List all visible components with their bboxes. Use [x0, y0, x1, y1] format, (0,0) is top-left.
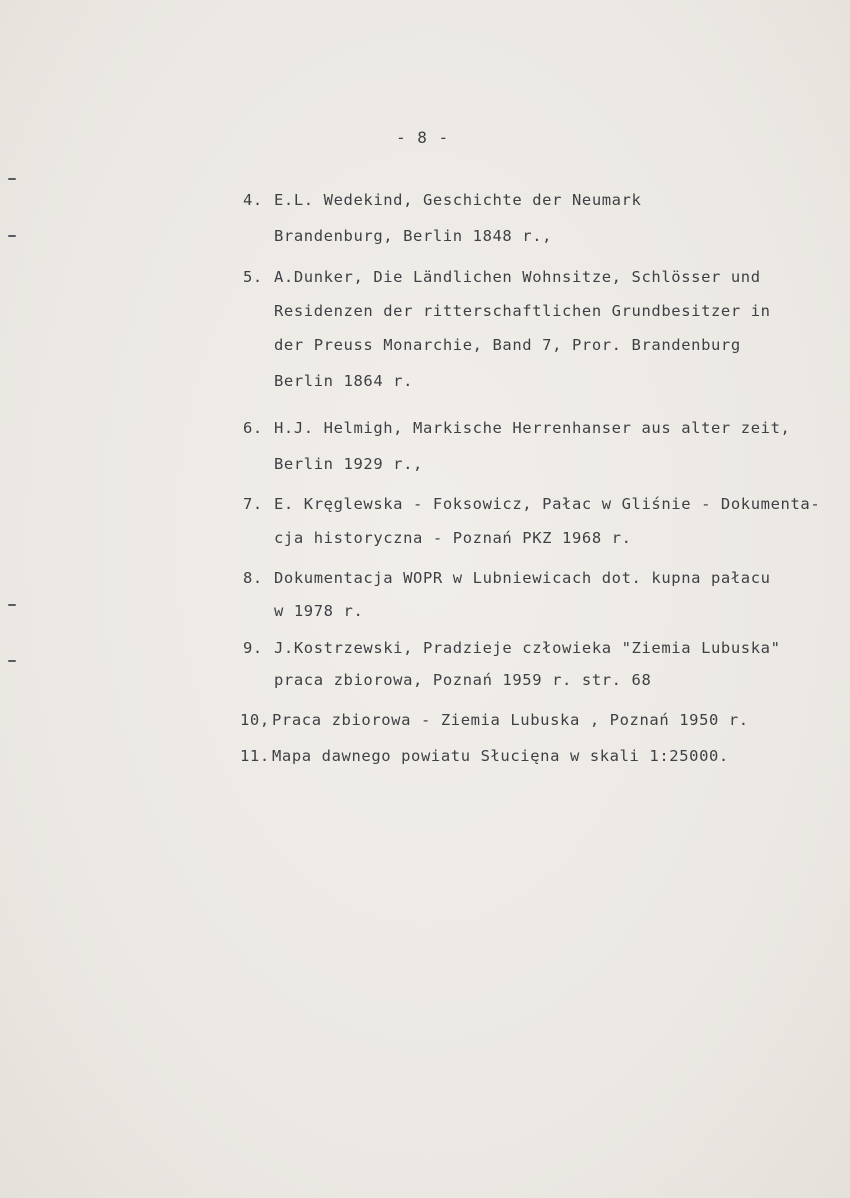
entry-4-line-1: E.L. Wedekind, Geschichte der Neumark: [274, 191, 642, 209]
margin-mark: [8, 235, 16, 237]
entry-7-number: 7.: [243, 495, 263, 513]
entry-9-line-1: J.Kostrzewski, Pradzieje człowieka "Ziemia Lubuska": [274, 639, 781, 657]
entry-7-line-2: cja historyczna - Poznań PKZ 1968 r.: [274, 529, 632, 547]
margin-mark: [8, 660, 16, 662]
entry-11-number: 11.: [240, 747, 270, 765]
entry-8-number: 8.: [243, 569, 263, 587]
entry-4-number: 4.: [243, 191, 263, 209]
entry-6-line-1: H.J. Helmigh, Markische Herrenhanser aus alter zeit,: [274, 419, 791, 437]
entry-8-line-1: Dokumentacja WOPR w Lubniewicach dot. kupna pałacu: [274, 569, 771, 587]
entry-6-line-2: Berlin 1929 r.,: [274, 455, 423, 473]
entry-10-line-1: Praca zbiorowa - Ziemia Lubuska , Poznań 1950 r.: [272, 711, 749, 729]
entry-5-number: 5.: [243, 268, 263, 286]
entry-5-line-3: der Preuss Monarchie, Band 7, Pror. Brandenburg: [274, 336, 741, 354]
entry-5-line-4: Berlin 1864 r.: [274, 372, 414, 390]
entry-4-line-2: Brandenburg, Berlin 1848 r.,: [274, 227, 553, 245]
entry-9-line-2: praca zbiorowa, Poznań 1959 r. str. 68: [274, 671, 652, 689]
entry-5-line-1: A.Dunker, Die Ländlichen Wohnsitze, Schlösser und: [274, 268, 761, 286]
entry-5-line-2: Residenzen der ritterschaftlichen Grundbesitzer in: [274, 302, 771, 320]
margin-mark: [8, 178, 16, 180]
entry-11-line-1: Mapa dawnego powiatu Słucięna w skali 1:25000.: [272, 747, 729, 765]
entry-7-line-1: E. Kręglewska - Foksowicz, Pałac w Gliśnie - Dokumenta-: [274, 495, 821, 513]
entry-10-number: 10,: [240, 711, 270, 729]
margin-mark: [8, 604, 16, 606]
page-number: - 8 -: [396, 128, 450, 147]
entry-8-line-2: w 1978 r.: [274, 602, 364, 620]
entry-6-number: 6.: [243, 419, 263, 437]
entry-9-number: 9.: [243, 639, 263, 657]
